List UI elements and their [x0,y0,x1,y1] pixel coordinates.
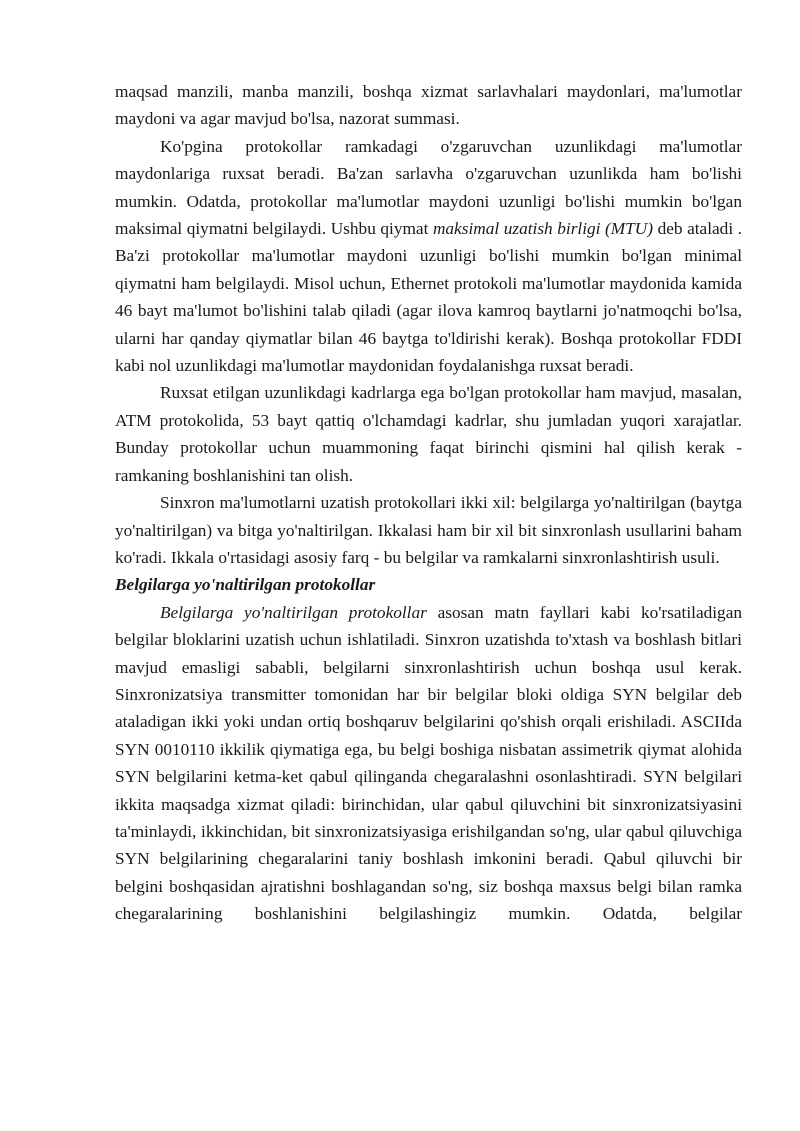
section-heading: Belgilarga yo'naltirilgan protokollar [115,575,376,595]
paragraph-sync-protocols: Sinxron ma'lumotlarni uzatish protokollari ikki xil: belgilarga yo'naltirilgan (baytga yo'naltirilgan) va bitga yo'naltirilgan. Ikkalasi ham bir xil bit sinxronlash usullarini baham ko'radi. Ikkala o'rtasidagi asosiy farq - bu belgilar va ramkalarni sinxronlashtirish usuli. [115,493,742,567]
character-oriented-term: Belgilarga yo'naltirilgan protokollar [160,602,427,622]
paragraph-mtu [115,133,742,380]
mtu-term: maksimal uzatish birligi (MTU) [432,219,654,239]
paragraph-character-oriented [115,599,742,928]
paragraph-fixed-length: Ruxsat etilgan uzunlikdagi kadrlarga ega bo'lgan protokollar ham mavjud, masalan, ATM protokolida, 53 bayt qattiq o'lchamdagi kadrlar, shu jumladan yuqori xarajatlar. Bunday protokollar uchun muammoning faqat birinchi qismini hal qilish kerak - ramkaning boshlanishini tan olish. [115,383,742,485]
paragraph-character-oriented-text: asosan matn fayllari kabi ko'rsatiladigan belgilar bloklarini uzatish uchun ishlatiladi. Sinxron uzatishda to'xtash va boshlash bitlari mavjud emasligi sababli, belgilarni sinxronlashtirish uchun boshqa usul kerak. Sinxronizatsiya transmitter tomonidan har bir belgilar bloki oldiga SYN belgilar deb ataladigan ikki yoki undan ortiq boshqaruv belgilarini qo'shish orqali erishiladi. ASCIIda SYN 0010110 ikkilik qiymatiga ega, bu belgi boshiga nisbatan assimetrik qiymat alohida SYN belgilarini ketma-ket qabul qilinganda chegaralashni osonlashtiradi. SYN belgilari ikkita maqsadga xizmat qiladi: birinchidan, ular qabul qiluvchini bit sinxronizatsiyasini ta'minlaydi, ikkinchidan, bit sinxronizatsiyasiga erishilgandan so'ng, ular qabul qiluvchiga SYN belgilarining chegaralarini taniy boshlash imkonini beradi. Qabul qiluvchi bir belgini boshqasidan ajratishni boshlagandan so'ng, siz boshqa maxsus belgi bilan ramka chegaralarining boshlanishini belgilashingiz mumkin. Odatda, belgilar [115,602,743,924]
paragraph-continuation: maqsad manzili, manba manzili, boshqa xizmat sarlavhalari maydonlari, ma'lumotlar maydoni va agar mavjud bo'lsa, nazorat summasi. [115,82,742,129]
paragraph-mtu-text-a: Ko'pgina protokollar ramkadagi o'zgaruvchan uzunlikdagi ma'lumotlar maydonlariga ruxsat beradi. Ba'zan sarlavha o'zgaruvchan uzunlikda ham bo'lishi mumkin. Odatda, protokollar ma'lumotlar maydoni uzunligi bo'lishi mumkin bo'lgan maksimal qiymatni belgilaydi. Ushbu qiymat [115,136,742,239]
paragraph-mtu-text-b: deb ataladi . Ba'zi protokollar ma'lumotlar maydoni uzunligi bo'lishi mumkin bo'lgan minimal qiymatni ham belgilaydi. Misol uchun, Ethernet protokoli ma'lumotlar maydonida kamida 46 bayt ma'lumot bo'lishini talab qiladi (agar ilova kamroq baytlarni jo'natmoqchi bo'lsa, ularni har qanday qiymatlar bilan 46 baytga to'ldirishi kerak). Boshqa protokollar FDDI kabi nol uzunlikdagi ma'lumotlar maydonidan foydalanishga ruxsat beradi. [115,219,742,376]
